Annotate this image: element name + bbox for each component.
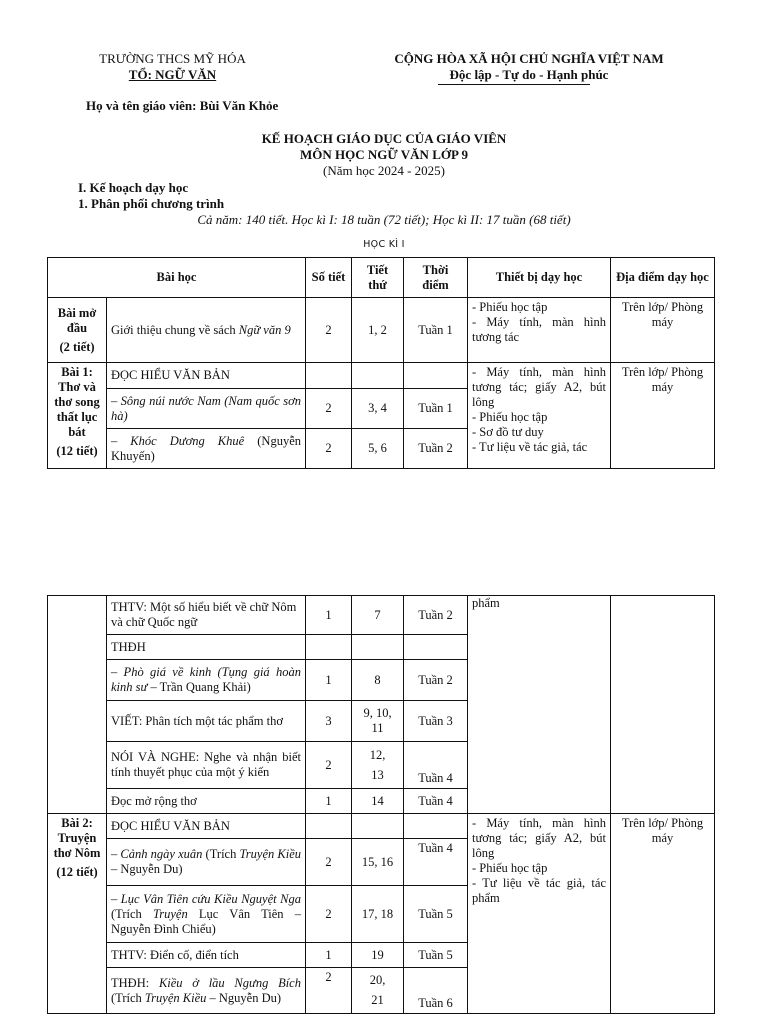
lesson-heading-cell: THĐH bbox=[107, 635, 306, 660]
week-cell: Tuần 3 bbox=[404, 701, 468, 742]
col-header-equipment: Thiết bị dạy học bbox=[468, 258, 611, 298]
lesson-cell bbox=[107, 839, 306, 886]
table-row bbox=[48, 596, 715, 635]
period-no-cell: 17, 18 bbox=[352, 886, 404, 943]
week-cell bbox=[404, 814, 468, 839]
periods-cell: 2 bbox=[306, 839, 352, 886]
place-cell: Trên lớp/ Phòng máy bbox=[611, 814, 715, 1014]
lesson-cell bbox=[107, 886, 306, 943]
week-cell bbox=[404, 635, 468, 660]
lesson-cell: VIẾT: Phân tích một tác phẩm thơ bbox=[107, 701, 306, 742]
lesson-prefix: THĐH: bbox=[111, 975, 159, 990]
week-cell: Tuần 4 bbox=[404, 839, 468, 886]
group-name: Bài 1: Thơ và thơ song thất lục bát bbox=[54, 365, 100, 439]
lesson-source-title: Truyện Kiều bbox=[144, 990, 207, 1005]
place-cell: Trên lớp/ Phòng máy bbox=[611, 363, 715, 469]
week-cell: Tuần 6 bbox=[404, 968, 468, 1014]
semester-label: HỌC KÌ I bbox=[363, 239, 405, 250]
periods-cell bbox=[306, 814, 352, 839]
lesson-cell bbox=[107, 660, 306, 701]
lesson-author: Lục Vân Tiên – Nguyễn Đình Chiểu) bbox=[111, 906, 301, 936]
lesson-text: Giới thiệu chung về sách bbox=[111, 322, 239, 337]
section-heading: I. Kế hoạch dạy học bbox=[78, 180, 189, 195]
school-year: (Năm học 2024 - 2025) bbox=[322, 163, 446, 178]
doc-title-line2: MÔN HỌC NGỮ VĂN LỚP 9 bbox=[300, 147, 468, 162]
col-header-time: Thời điểm bbox=[404, 258, 468, 298]
program-summary: Cả năm: 140 tiết. Học kì I: 18 tuần (72 tiết); Học kì II: 17 tuần (68 tiết) bbox=[197, 212, 571, 227]
group-cell bbox=[48, 298, 107, 363]
group-cell bbox=[48, 363, 107, 469]
place-cell: Trên lớp/ Phòng máy bbox=[611, 298, 715, 363]
doc-title-line1: KẾ HOẠCH GIÁO DỤC CỦA GIÁO VIÊN bbox=[261, 131, 507, 146]
period-no-cell: 3, 4 bbox=[352, 389, 404, 429]
week-cell: Tuần 4 bbox=[404, 789, 468, 814]
equipment-cell: - Máy tính, màn hình tương tác; giấy A2, bút lông - Phiếu học tập - Tư liệu về tác giả, tác phẩm bbox=[468, 814, 611, 1014]
periods-cell: 2 bbox=[306, 886, 352, 943]
group-periods: (12 tiết) bbox=[56, 444, 98, 458]
lesson-source: (Trích bbox=[202, 847, 240, 861]
period-no-cell bbox=[352, 363, 404, 389]
table-row bbox=[48, 298, 715, 363]
lesson-title: – Cảnh ngày xuân bbox=[111, 847, 203, 861]
periods-cell bbox=[306, 635, 352, 660]
lesson-cell bbox=[107, 298, 306, 363]
department-name: TỔ: NGỮ VĂN bbox=[128, 67, 217, 82]
group-periods: (2 tiết) bbox=[59, 339, 95, 354]
lesson-cell: – Sông núi nước Nam (Nam quốc sơn hà) bbox=[107, 389, 306, 429]
equipment-cell: - Máy tính, màn hình tương tác; giấy A2, bút lông - Phiếu học tập - Sơ đồ tư duy - Tư liệu về tác giả, tác bbox=[468, 363, 611, 469]
periods-cell: 2 bbox=[306, 389, 352, 429]
week-cell: Tuần 4 bbox=[404, 742, 468, 789]
periods-cell: 1 bbox=[306, 789, 352, 814]
period-no-line: 13 bbox=[371, 767, 384, 782]
period-no-cell: 15, 16 bbox=[352, 839, 404, 886]
period-no-cell: 9, 10, 11 bbox=[352, 701, 404, 742]
periods-cell: 2 bbox=[306, 298, 352, 363]
lesson-title: – Lục Vân Tiên cứu Kiều Nguyệt Nga bbox=[111, 891, 301, 906]
periods-cell: 1 bbox=[306, 943, 352, 968]
periods-cell: 2 bbox=[306, 742, 352, 789]
teacher-line: Họ và tên giáo viên: Bùi Văn Khỏe bbox=[86, 98, 279, 113]
periods-cell: 1 bbox=[306, 596, 352, 635]
subsection-heading: 1. Phân phối chương trình bbox=[78, 196, 225, 211]
period-no-cell bbox=[352, 968, 404, 1014]
period-no-line: 20, bbox=[369, 973, 386, 987]
periods-cell bbox=[306, 363, 352, 389]
col-header-place: Địa điểm dạy học bbox=[611, 258, 715, 298]
table-header-row bbox=[48, 258, 715, 298]
lesson-heading-cell: ĐỌC HIỂU VĂN BẢN bbox=[107, 814, 306, 839]
period-no-cell: 19 bbox=[352, 943, 404, 968]
period-no-cell bbox=[352, 742, 404, 789]
lesson-title: – Khóc Dương Khuê bbox=[111, 433, 245, 448]
lesson-source: (Trích bbox=[111, 906, 153, 921]
lesson-book-title: Ngữ văn 9 bbox=[238, 322, 291, 337]
country-name: CỘNG HÒA XÃ HỘI CHỦ NGHĨA VIỆT NAM bbox=[394, 51, 664, 66]
group-name: Bài mở đầu bbox=[57, 305, 97, 335]
lesson-title: – Phò giá về kinh (Tụng giá hoàn kinh sư bbox=[111, 665, 301, 694]
week-cell: Tuần 1 bbox=[404, 298, 468, 363]
lesson-heading-cell: ĐỌC HIỂU VĂN BẢN bbox=[107, 363, 306, 389]
group-name: Bài 2: Truyện thơ Nôm bbox=[53, 816, 101, 860]
period-no-cell: 8 bbox=[352, 660, 404, 701]
lesson-author: – Nguyễn Du) bbox=[206, 990, 282, 1005]
table-row bbox=[48, 363, 715, 389]
lesson-plan-table-2 bbox=[47, 595, 715, 1014]
motto: Độc lập - Tự do - Hạnh phúc bbox=[449, 67, 609, 82]
equipment-cell: - Phiếu học tập - Máy tính, màn hình tương tác bbox=[468, 298, 611, 363]
period-no-cell: 5, 6 bbox=[352, 429, 404, 469]
col-header-lesson: Bài học bbox=[48, 258, 306, 298]
group-cell-continued bbox=[48, 596, 107, 814]
lesson-plan-table-1 bbox=[47, 257, 715, 469]
lesson-source-title: Truyện Kiều bbox=[239, 847, 302, 861]
periods-cell: 2 bbox=[306, 968, 352, 1014]
place-cell-continued bbox=[611, 596, 715, 814]
period-no-cell bbox=[352, 814, 404, 839]
period-no-cell: 14 bbox=[352, 789, 404, 814]
col-header-period-no: Tiết thứ bbox=[352, 258, 404, 298]
group-periods: (12 tiết) bbox=[56, 865, 98, 879]
periods-cell: 3 bbox=[306, 701, 352, 742]
lesson-cell: NÓI VÀ NGHE: Nghe và nhận biết tính thuyết phục của một ý kiến bbox=[107, 742, 306, 789]
lesson-cell: THTV: Điển cố, điển tích bbox=[107, 943, 306, 968]
lesson-cell: THTV: Một số hiểu biết về chữ Nôm và chữ Quốc ngữ bbox=[107, 596, 306, 635]
lesson-source: (Trích bbox=[111, 990, 145, 1005]
period-no-cell bbox=[352, 635, 404, 660]
periods-cell: 1 bbox=[306, 660, 352, 701]
col-header-periods: Số tiết bbox=[306, 258, 352, 298]
lesson-author: (Nguyễn Khuyến) bbox=[111, 433, 301, 463]
week-cell: Tuần 5 bbox=[404, 886, 468, 943]
period-no-cell: 1, 2 bbox=[352, 298, 404, 363]
week-cell bbox=[404, 363, 468, 389]
lesson-author: – Nguyễn Du) bbox=[111, 862, 183, 876]
lesson-source-title: Truyện bbox=[152, 906, 188, 921]
lesson-cell bbox=[107, 429, 306, 469]
week-cell: Tuần 1 bbox=[404, 389, 468, 429]
week-cell: Tuần 2 bbox=[404, 429, 468, 469]
lesson-author: – Trần Quang Khải) bbox=[147, 680, 251, 694]
motto-underline bbox=[438, 84, 590, 85]
period-no-line: 21 bbox=[371, 993, 384, 1007]
lesson-cell: Đọc mở rộng thơ bbox=[107, 789, 306, 814]
week-cell: Tuần 2 bbox=[404, 596, 468, 635]
equipment-cell-continued: phẩm bbox=[468, 596, 611, 814]
week-cell: Tuần 5 bbox=[404, 943, 468, 968]
period-no-line: 12, bbox=[369, 747, 386, 762]
lesson-cell bbox=[107, 968, 306, 1014]
lesson-title: Kiều ở lầu Ngưng Bích bbox=[158, 975, 301, 990]
period-no-cell: 7 bbox=[352, 596, 404, 635]
group-cell bbox=[48, 814, 107, 1014]
week-cell: Tuần 2 bbox=[404, 660, 468, 701]
school-name: TRƯỜNG THCS MỸ HÓA bbox=[99, 51, 246, 66]
table-row bbox=[48, 814, 715, 839]
periods-cell: 2 bbox=[306, 429, 352, 469]
